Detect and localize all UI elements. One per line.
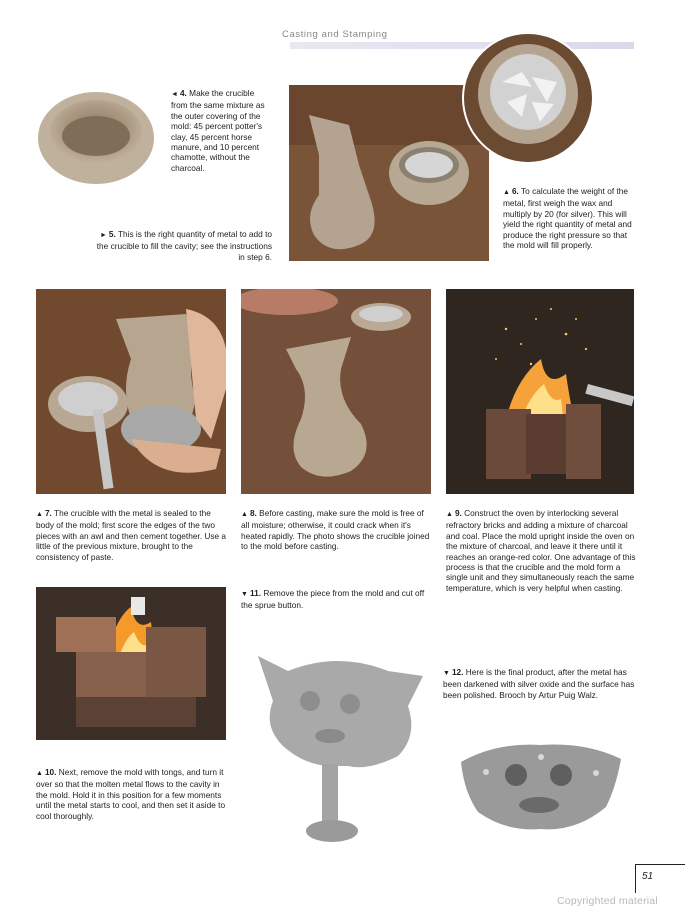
arrow-up-icon: ▲	[503, 189, 510, 196]
arrow-down-icon: ▼	[241, 591, 248, 598]
step-number: 10.	[44, 767, 57, 777]
step-number: 11.	[249, 588, 262, 598]
photo-sealing-crucible	[36, 289, 226, 494]
header-band	[290, 42, 634, 49]
photo-cast-piece-with-sprue	[248, 646, 426, 846]
arrow-right-icon: ►	[99, 232, 107, 239]
caption-step-5	[92, 229, 272, 262]
caption-text: Here is the final product, after the metal has been darkened with silver oxide and the surface has been polished. Brooch by Artur Puig Walz.	[443, 667, 635, 700]
step-number: 12.	[451, 667, 464, 677]
arrow-down-icon: ▼	[443, 670, 450, 677]
photo-silver-closeup	[462, 32, 594, 164]
caption-text: To calculate the weight of the metal, first weigh the wax and multiply by 20 (for silver). This will yield the right quantity of metal and produce the right pressure so that the mold will fill properly.	[503, 186, 632, 251]
caption-text: Make the crucible from the same mixture as the outer covering of the mold: 45 percent potter's clay, 45 percent horse manure, and 10 percent chamotte, without the charcoal.	[171, 88, 265, 173]
step-number: 5.	[108, 229, 116, 239]
arrow-left-icon: ◄	[171, 91, 178, 98]
caption-step-11	[241, 588, 433, 611]
photo-oven-fire	[446, 289, 634, 494]
photo-empty-crucible	[36, 86, 156, 188]
arrow-up-icon: ▲	[446, 511, 453, 518]
arrow-up-icon: ▲	[36, 511, 43, 518]
caption-step-9	[446, 508, 638, 593]
step-number: 7.	[44, 508, 52, 518]
photo-final-brooch	[456, 737, 626, 837]
caption-step-4	[171, 88, 271, 173]
caption-step-7	[36, 508, 228, 562]
caption-text: This is the right quantity of metal to add to the crucible to fill the cavity; see the instructions in step 6.	[96, 229, 272, 262]
photo-dry-mold	[241, 289, 431, 494]
running-header: Casting and Stamping	[282, 29, 388, 40]
arrow-up-icon: ▲	[241, 511, 248, 518]
caption-step-6	[503, 186, 633, 250]
photo-mold-and-crucible	[289, 85, 489, 261]
page-number: 51	[642, 871, 654, 882]
copyright-watermark: Copyrighted material	[557, 895, 658, 907]
caption-step-8	[241, 508, 433, 552]
photo-removing-mold	[36, 587, 226, 740]
caption-step-10	[36, 767, 228, 821]
caption-text: Construct the oven by interlocking several refractory bricks and adding a mixture of charcoal and coal. Place the mold upright inside the oven on the mixture of charcoal, and leave it there until it reaches an orange-red color. One advantage of this process is that the crucible and the mold form a single unit and they simultaneously reach the same temperature, which is very helpful when casting.	[446, 508, 636, 593]
step-number: 8.	[249, 508, 257, 518]
caption-text: Remove the piece from the mold and cut off the sprue button.	[241, 588, 425, 611]
caption-text: The crucible with the metal is sealed to the body of the mold; first score the edges of the two pieces with an awl and then cement together. Use a little of the previous mixture, brought to the consistency of paste.	[36, 508, 227, 562]
caption-text: Next, remove the mold with tongs, and turn it over so that the molten metal flows to the cavity in the mold. Hold it in this position for a few moments until the metal starts to cool, and then set it aside to cool thoroughly.	[36, 767, 226, 821]
arrow-up-icon: ▲	[36, 770, 43, 777]
caption-step-12	[443, 667, 635, 700]
step-number: 6.	[511, 186, 519, 196]
step-number: 4.	[179, 88, 187, 98]
step-number: 9.	[454, 508, 462, 518]
caption-text: Before casting, make sure the mold is free of all moisture; otherwise, it could crack when it's heated rapidly. The photo shows the crucible joined to the mold before casting.	[241, 508, 430, 552]
